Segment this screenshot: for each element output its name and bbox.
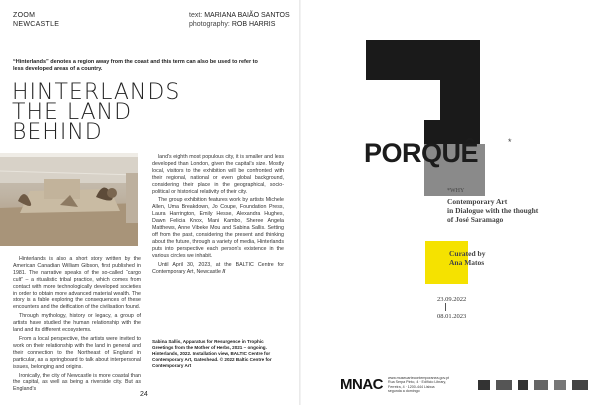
footer-address [388, 376, 468, 393]
credits [189, 11, 290, 29]
sponsor-footer [340, 374, 595, 398]
subtitle-line-2: in Dialogue with the thought [447, 205, 539, 215]
section-label [13, 11, 59, 29]
page-number: 24 [140, 391, 148, 398]
col1-paragraph: Hinterlands is also a short story written by the American Canadian William Gibson, first published in 1981. The narrative speaks of the so-called “cargo cult” – a ritualistic tribal practice, which comes from contact with more technologically developed societies in order to obtain more advanced material wealth. The story is a fable exploring the consequences of these encounters and the deification of the civilisation found. [13, 256, 141, 311]
photo-caption: Sabina Sallis, Apparatus for Resurgence in Trophic Greetings from the Mother of Herbs, 2021 – ongoing. Hinterlands, 2022. Installation view, BALTIC Centre for Contemporary Art, Gateshead. © 2022 Baltic Centre for Contemporary Art [152, 339, 272, 368]
mnac-logo: MNAC [340, 376, 383, 393]
headline-line-3: BEHIND [12, 120, 103, 145]
sponsor-logo-icon [478, 380, 490, 390]
exhibition-subtitle [447, 198, 557, 224]
footer-address-line: Ferreira, 4 · 1200-444 Lisboa [388, 384, 435, 389]
sponsor-logo-icon [572, 380, 588, 390]
subtitle-line-1: Contemporary Art [447, 197, 508, 206]
col2-paragraph: land's eighth most populous city, it is smaller and less developed than London, given the capital's size. Mostly local, visitors to the exhibition will be confronted with their regional, national or even global background, considering their place in the geographical, socio-political or historical relativity of their city. [152, 154, 284, 195]
exhibition-photo [0, 153, 138, 246]
text-credit-value: MARIANA BAIÃO SANTOS [204, 12, 290, 19]
sponsor-logo-icon [554, 380, 566, 390]
photo-credit-value: ROB HARRIS [231, 21, 276, 28]
col2-paragraph [152, 262, 284, 276]
sponsor-logo-icon [518, 380, 528, 390]
col1-paragraph: Ironically, the city of Newcastle is more coastal than the capital, as well as being a riverside city. But as England's [13, 372, 141, 393]
sponsor-logo-icon [534, 380, 548, 390]
article-headline [12, 80, 181, 145]
col2-final-text: Until April 30, 2023, at the BALTIC Centre for Contemporary Art, Newcastle [152, 261, 284, 275]
curator-name: Ana Matos [449, 258, 485, 267]
col2-paragraph: The group exhibition features work by artists Michele Allen, Uma Breakdown, Jo Coupe, Foundation Press, Laura Harrington, Emily Hesse, Alexandra Hughes, Dawn Felicia Knox, Mani Kambo, Sheree Angela Matthews, Anne Vibeke Mou and Sabina Sallis. Setting off from the past, considering the present and thinking about the future, through a variety of media, Hinterlands puts into perspective each person's existence in the various circles we inhabit. [152, 197, 284, 259]
end-mark: // [222, 268, 226, 275]
start-date: 23.09.2022 [437, 296, 467, 303]
gallery-installation-image [0, 153, 138, 246]
text-credit-label: text: [189, 12, 203, 19]
title-asterisk: * [508, 137, 512, 147]
subtitle-line-3: of José Saramago [447, 214, 504, 224]
body-column-1 [13, 256, 141, 395]
page-gutter [299, 0, 301, 405]
end-date: 08.01.2023 [437, 313, 467, 320]
col1-paragraph: From a local perspective, the artists were invited to work on their relationship with the land in general and their connection to the Northeast of England in particular, as a springboard to talk about interpersonal issues, belonging and origins. [13, 335, 141, 370]
footer-address-line: Rua Serpa Pinto, 4 · Edifício Library, [388, 380, 447, 385]
section-line-1: ZOOM [13, 12, 36, 19]
curator-credit [449, 249, 485, 267]
sponsor-logo-icon [496, 380, 512, 390]
footer-address-line: segunda a domingo [388, 388, 420, 393]
body-column-2 [152, 154, 284, 277]
section-line-2: NEWCASTLE [13, 21, 60, 28]
photo-credit-label: photography: [189, 21, 230, 28]
headline-line-1: HINTERLANDS [12, 80, 181, 105]
headline-line-2: THE LAND [12, 100, 133, 125]
exhibition-title: PORQUÊ [364, 138, 479, 168]
col1-paragraph: Through mythology, history or legacy, a group of artists have studied the human relationship with the land and its different ecosystems. [13, 313, 141, 334]
footer-address-line: www.museuartecontemporanea.gov.pt [388, 376, 450, 380]
date-separator [445, 303, 446, 311]
curated-by-label: Curated by [449, 249, 486, 258]
intro-paragraph: “Hinterlands” denotes a region away from the coast and this term can also be used to refer to less developed areas of a country. [13, 59, 258, 72]
title-translation: *WHY [447, 188, 465, 194]
